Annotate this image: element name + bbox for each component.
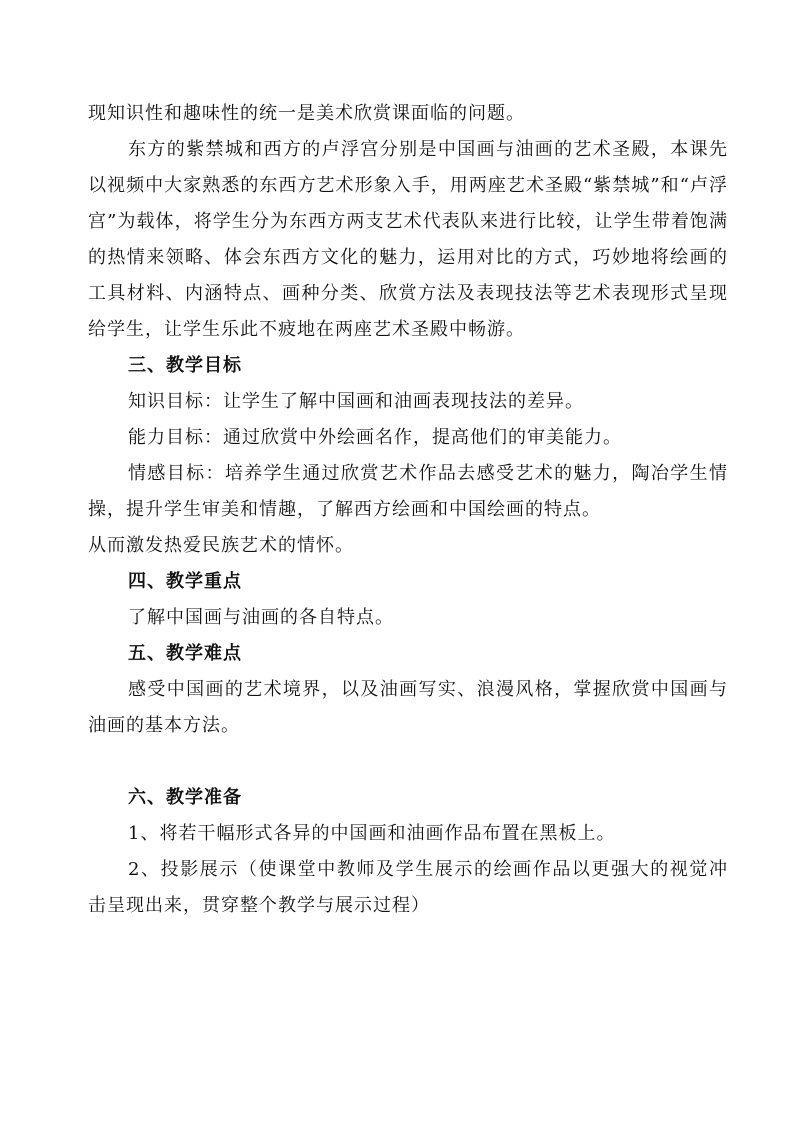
ability-goal: 能力目标：通过欣赏中外绘画名作，提高他们的审美能力。 [128, 427, 622, 448]
section-heading-goals: 三、教学目标 [128, 355, 242, 376]
key-points-content: 了解中国画与油画的各自特点。 [128, 607, 394, 628]
document-body [88, 96, 728, 924]
emotion-goal-continuation: 从而激发热爱民族艺术的情怀。 [88, 535, 354, 556]
difficulties-content: 感受中国画的艺术境界，以及油画写实、浪漫风格，掌握欣赏中国画与油画的基本方法。 [88, 679, 728, 736]
emotion-goal: 情感目标：培养学生通过欣赏艺术作品去感受艺术的魅力，陶冶学生情操，提升学生审美和情趣，了解西方绘画和中国绘画的特点。 [88, 463, 728, 520]
preparation-item-2: 2、投影展示（使课堂中教师及学生展示的绘画作品以更强大的视觉冲击呈现出来，贯穿整个教学与展示过程） [88, 859, 728, 916]
section-heading-preparation: 六、教学准备 [128, 787, 242, 808]
knowledge-goal: 知识目标：让学生了解中国画和油画表现技法的差异。 [128, 391, 584, 412]
section-heading-key-points: 四、教学重点 [128, 571, 242, 592]
intro-paragraph: 东方的紫禁城和西方的卢浮宫分别是中国画与油画的艺术圣殿，本课先以视频中大家熟悉的东西方艺术形象入手，用两座艺术圣殿“紫禁城”和“卢浮宫”为载体，将学生分为东西方两支艺术代表队来进行比较，让学生带着饱满的热情来领略、体会东西方文化的魅力，运用对比的方式，巧妙地将绘画的工具材料、内涵特点、画种分类、欣赏方法及表现技法等艺术表现形式呈现给学生，让学生乐此不疲地在两座艺术圣殿中畅游。 [88, 139, 728, 340]
blank-line [88, 744, 728, 780]
intro-continuation: 现知识性和趣味性的统一是美术欣赏课面临的问题。 [88, 103, 525, 124]
section-heading-difficulties: 五、教学难点 [128, 643, 242, 664]
preparation-item-1: 1、将若干幅形式各异的中国画和油画作品布置在黑板上。 [128, 823, 616, 844]
